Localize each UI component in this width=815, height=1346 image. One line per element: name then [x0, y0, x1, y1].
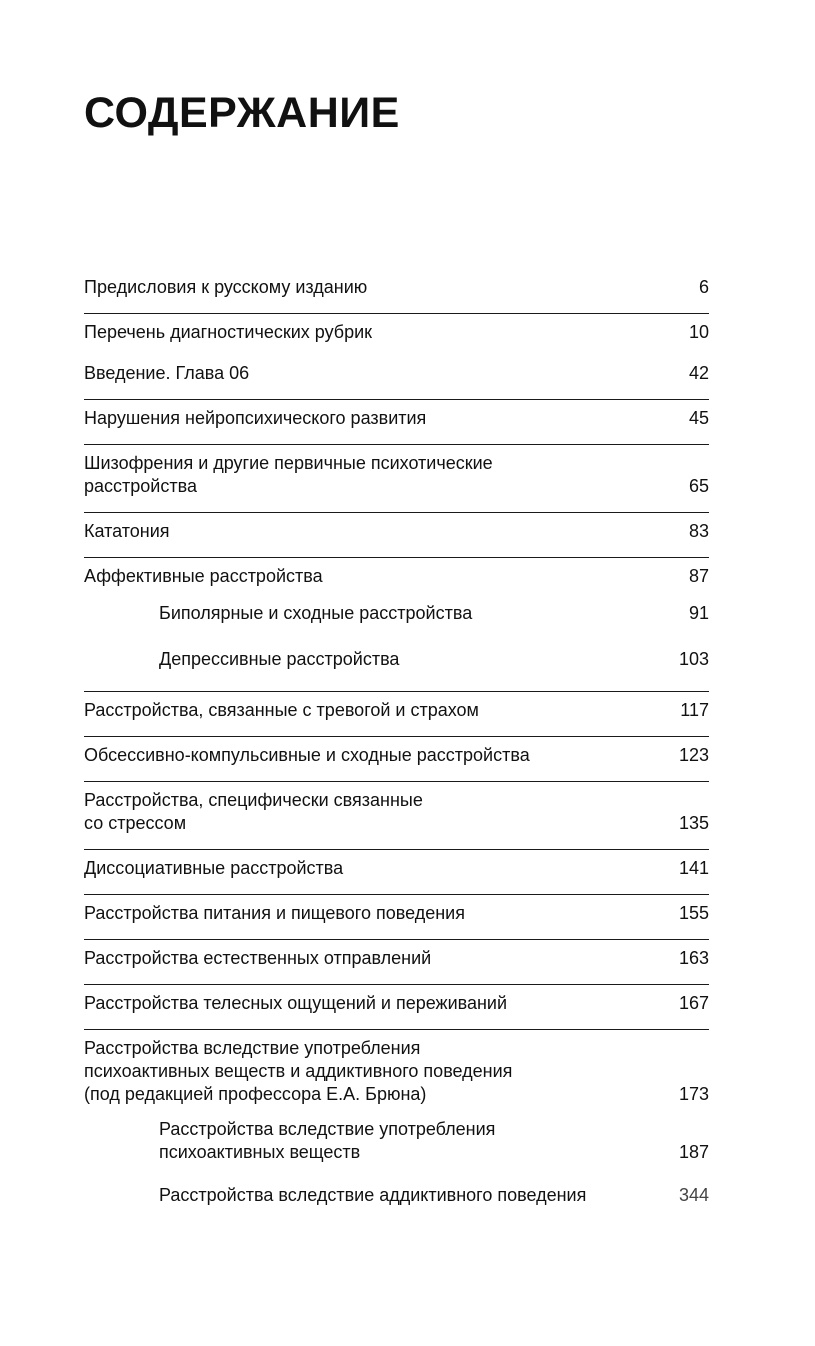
- toc-entry-label: Расстройства, связанные с тревогой и страхом: [84, 700, 479, 720]
- toc-entry-page: 45: [688, 408, 709, 428]
- page-title: СОДЕРЖАНИЕ: [84, 89, 400, 137]
- toc-entry[interactable]: [84, 849, 709, 894]
- toc-entry-page: 91: [688, 603, 709, 623]
- toc-entry-page: 6: [698, 277, 709, 297]
- toc-entry-page: 117: [680, 700, 709, 720]
- toc-entry-label: Аффективные расстройства: [84, 566, 323, 586]
- toc-entry-label: Расстройства вследствие употребления психоактивных веществ и аддиктивного поведения (под редакцией профессора Е.А. Брюна): [84, 1038, 513, 1104]
- toc-entry-label: Расстройства вследствие аддиктивного поведения: [159, 1185, 587, 1205]
- toc-entry-label: Расстройства, специфически связанные со стрессом: [84, 790, 423, 833]
- toc-entry[interactable]: [84, 272, 709, 313]
- toc-entry[interactable]: [84, 736, 709, 781]
- toc-entry-label: Шизофрения и другие первичные психотические расстройства: [84, 453, 493, 496]
- toc-entry[interactable]: [84, 444, 709, 512]
- toc-entry-page: 155: [678, 903, 709, 923]
- toc-entry-label: Расстройства естественных отправлений: [84, 948, 432, 968]
- toc-entry-label: Предисловия к русскому изданию: [84, 277, 368, 297]
- toc-entry-page: 123: [678, 745, 709, 765]
- toc-entry[interactable]: [84, 939, 709, 984]
- toc-entry-page: 65: [688, 476, 709, 496]
- toc-entry[interactable]: [84, 1029, 709, 1118]
- toc-entry-page: 10: [688, 322, 709, 342]
- toc-entry-page: 141: [678, 858, 709, 878]
- toc-entry-page: 83: [688, 521, 709, 541]
- table-of-contents: [84, 272, 709, 1221]
- toc-subentry[interactable]: [84, 1184, 709, 1221]
- toc-entry-label: Расстройства питания и пищевого поведения: [84, 903, 465, 923]
- toc-entry-page: 173: [678, 1084, 709, 1104]
- toc-entry-page: 167: [678, 993, 709, 1013]
- toc-entry[interactable]: [84, 313, 709, 358]
- toc-entry-page: 42: [688, 363, 709, 383]
- toc-entry[interactable]: [84, 691, 709, 736]
- toc-entry-label: Введение. Глава 06: [84, 363, 250, 383]
- toc-entry-page: 344: [678, 1185, 709, 1205]
- toc-entry-label: Кататония: [84, 521, 170, 541]
- toc-entry-page: 135: [678, 813, 709, 833]
- toc-entry-label: Депрессивные расстройства: [159, 649, 400, 669]
- toc-entry-page: 187: [678, 1142, 709, 1162]
- toc-entry-page: 103: [678, 649, 709, 669]
- toc-subentry[interactable]: [84, 1118, 709, 1184]
- toc-entry-label: Диссоциативные расстройства: [84, 858, 344, 878]
- toc-entry-label: Биполярные и сходные расстройства: [159, 603, 473, 623]
- toc-entry[interactable]: [84, 512, 709, 557]
- toc-entry[interactable]: [84, 781, 709, 849]
- toc-entry-label: Нарушения нейропсихического развития: [84, 408, 427, 428]
- toc-entry[interactable]: [84, 557, 709, 602]
- toc-subentry[interactable]: [84, 648, 709, 691]
- toc-entry-label: Расстройства телесных ощущений и переживаний: [84, 993, 508, 1013]
- toc-entry-label: Перечень диагностических рубрик: [84, 322, 373, 342]
- toc-entry[interactable]: [84, 984, 709, 1029]
- toc-entry-label: Обсессивно-компульсивные и сходные расстройства: [84, 745, 530, 765]
- toc-entry[interactable]: [84, 399, 709, 444]
- toc-entry-page: 87: [688, 566, 709, 586]
- toc-entry-page: 163: [678, 948, 709, 968]
- toc-entry[interactable]: [84, 358, 709, 399]
- toc-subentry[interactable]: [84, 602, 709, 648]
- toc-entry-label: Расстройства вследствие употребления психоактивных веществ: [159, 1119, 496, 1162]
- toc-entry[interactable]: [84, 894, 709, 939]
